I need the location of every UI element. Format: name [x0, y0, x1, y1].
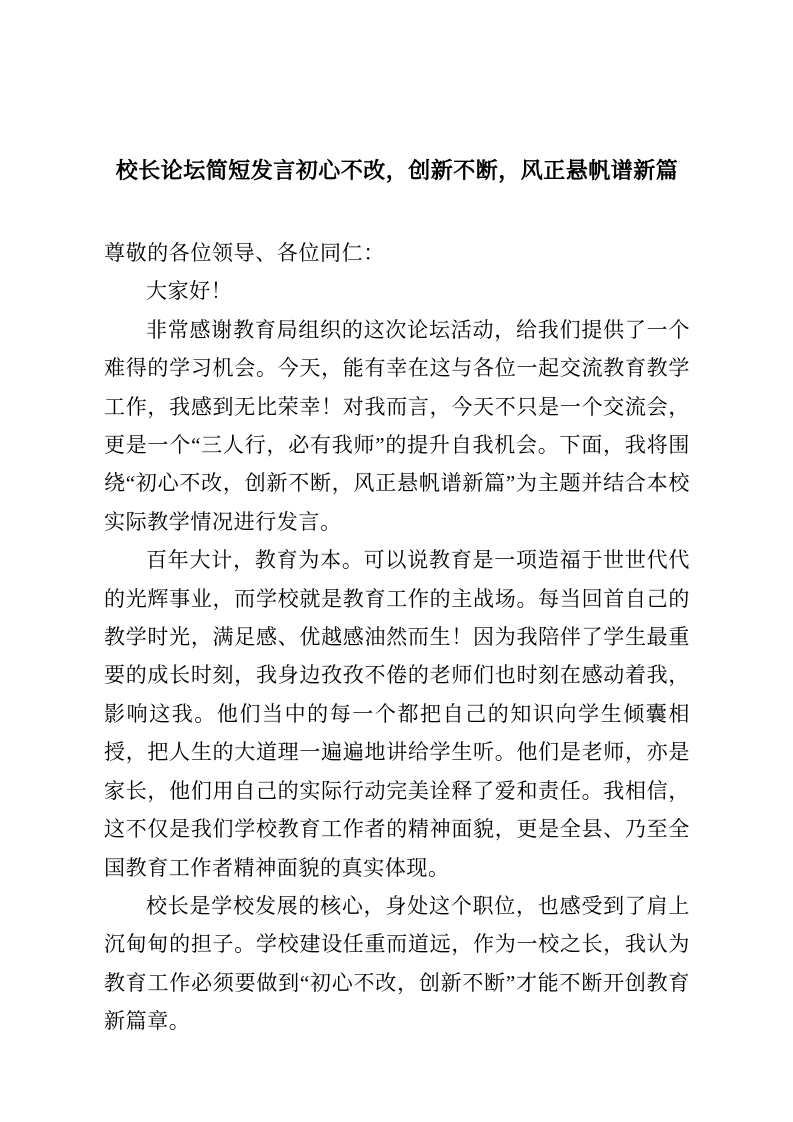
paragraph-thanks: 非常感谢教育局组织的这次论坛活动，给我们提供了一个难得的学习机会。今天，能有幸在这与各位一起交流教育教学工作，我感到无比荣幸！对我而言，今天不只是一个交流会，更是一个“三人行，必有我师”的提升自我机会。下面，我将围绕“初心不改，创新不断，风正悬帆谱新篇”为主题并结合本校实际教学情况进行发言。: [104, 317, 690, 534]
paragraph-principal: 校长是学校发展的核心，身处这个职位，也感受到了肩上沉甸甸的担子。学校建设任重而道远，作为一校之长，我认为教育工作必须要做到“初心不改，创新不断”才能不断开创教育新篇章。: [104, 893, 690, 1034]
salutation-line: 尊敬的各位领导、各位同仁：: [104, 241, 385, 265]
paragraph-education: 百年大计，教育为本。可以说教育是一项造福于世世代代的光辉事业，而学校就是教育工作的主战场。每当回首自己的教学时光，满足感、优越感油然而生！因为我陪伴了学生最重要的成长时刻，我身边孜孜不倦的老师们也时刻在感动着我，影响这我。他们当中的每一个都把自己的知识向学生倾囊相授，把人生的大道理一遍遍地讲给学生听。他们是老师，亦是家长，他们用自己的实际行动完美诠释了爱和责任。我相信，这不仅是我们学校教育工作者的精神面貌，更是全县、乃至全国教育工作者精神面貌的真实体现。: [104, 548, 690, 880]
document-title: 校长论坛简短发言初心不改，创新不断，风正悬帆谱新篇: [115, 158, 679, 183]
paragraph-greeting: 大家好！: [146, 279, 233, 304]
document-content: [104, 152, 690, 1041]
